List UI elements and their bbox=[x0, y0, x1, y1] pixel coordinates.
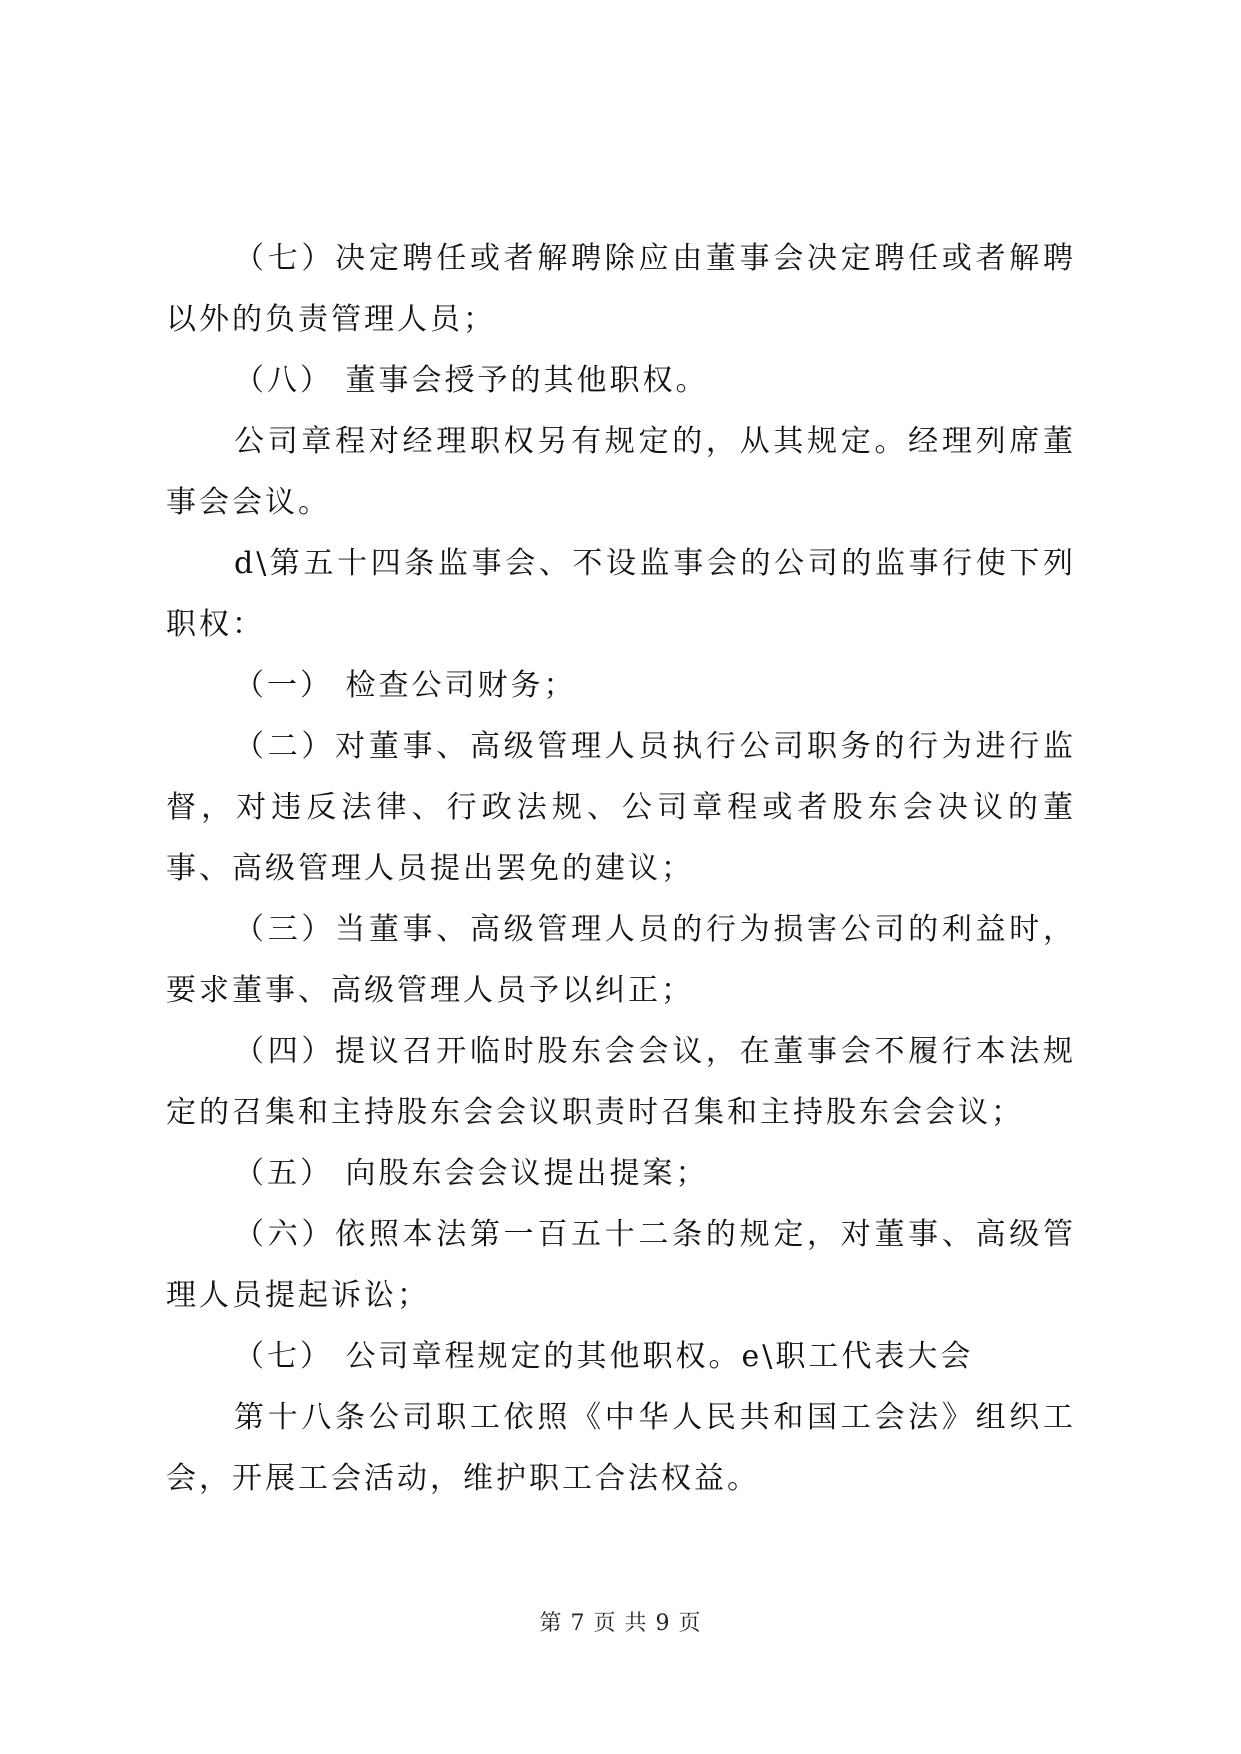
page-number-footer: 第 7 页 共 9 页 bbox=[539, 1611, 702, 1636]
paragraph-12: 第十八条公司职工依照《中华人民共和国工会法》组织工会，开展工会活动，维护职工合法权益。 bbox=[166, 1400, 1076, 1496]
paragraph-8: （四）提议召开临时股东会会议，在董事会不履行本法规定的召集和主持股东会会议职责时召集和主持股东会会议； bbox=[166, 1034, 1076, 1130]
document-body bbox=[166, 228, 1076, 1509]
paragraph-10: （六）依照本法第一百五十二条的规定，对董事、高级管理人员提起诉讼； bbox=[166, 1217, 1076, 1313]
paragraph-6: （二）对董事、高级管理人员执行公司职务的行为进行监督，对违反法律、行政法规、公司章程或者股东会决议的董事、高级管理人员提出罢免的建议； bbox=[166, 729, 1076, 886]
paragraph-3: 公司章程对经理职权另有规定的，从其规定。经理列席董事会会议。 bbox=[166, 424, 1076, 520]
paragraph-7: （三）当董事、高级管理人员的行为损害公司的利益时，要求董事、高级管理人员予以纠正； bbox=[166, 912, 1076, 1008]
paragraph-1: （七）决定聘任或者解聘除应由董事会决定聘任或者解聘以外的负责管理人员； bbox=[166, 241, 1076, 337]
paragraph-9: （五） 向股东会会议提出提案； bbox=[234, 1156, 709, 1191]
paragraph-5: （一） 检查公司财务； bbox=[234, 668, 577, 703]
paragraph-2: （八） 董事会授予的其他职权。 bbox=[234, 363, 709, 398]
paragraph-4: d\第五十四条监事会、不设监事会的公司的监事行使下列职权： bbox=[166, 546, 1076, 642]
paragraph-11: （七） 公司章程规定的其他职权。e\职工代表大会 bbox=[234, 1339, 974, 1374]
